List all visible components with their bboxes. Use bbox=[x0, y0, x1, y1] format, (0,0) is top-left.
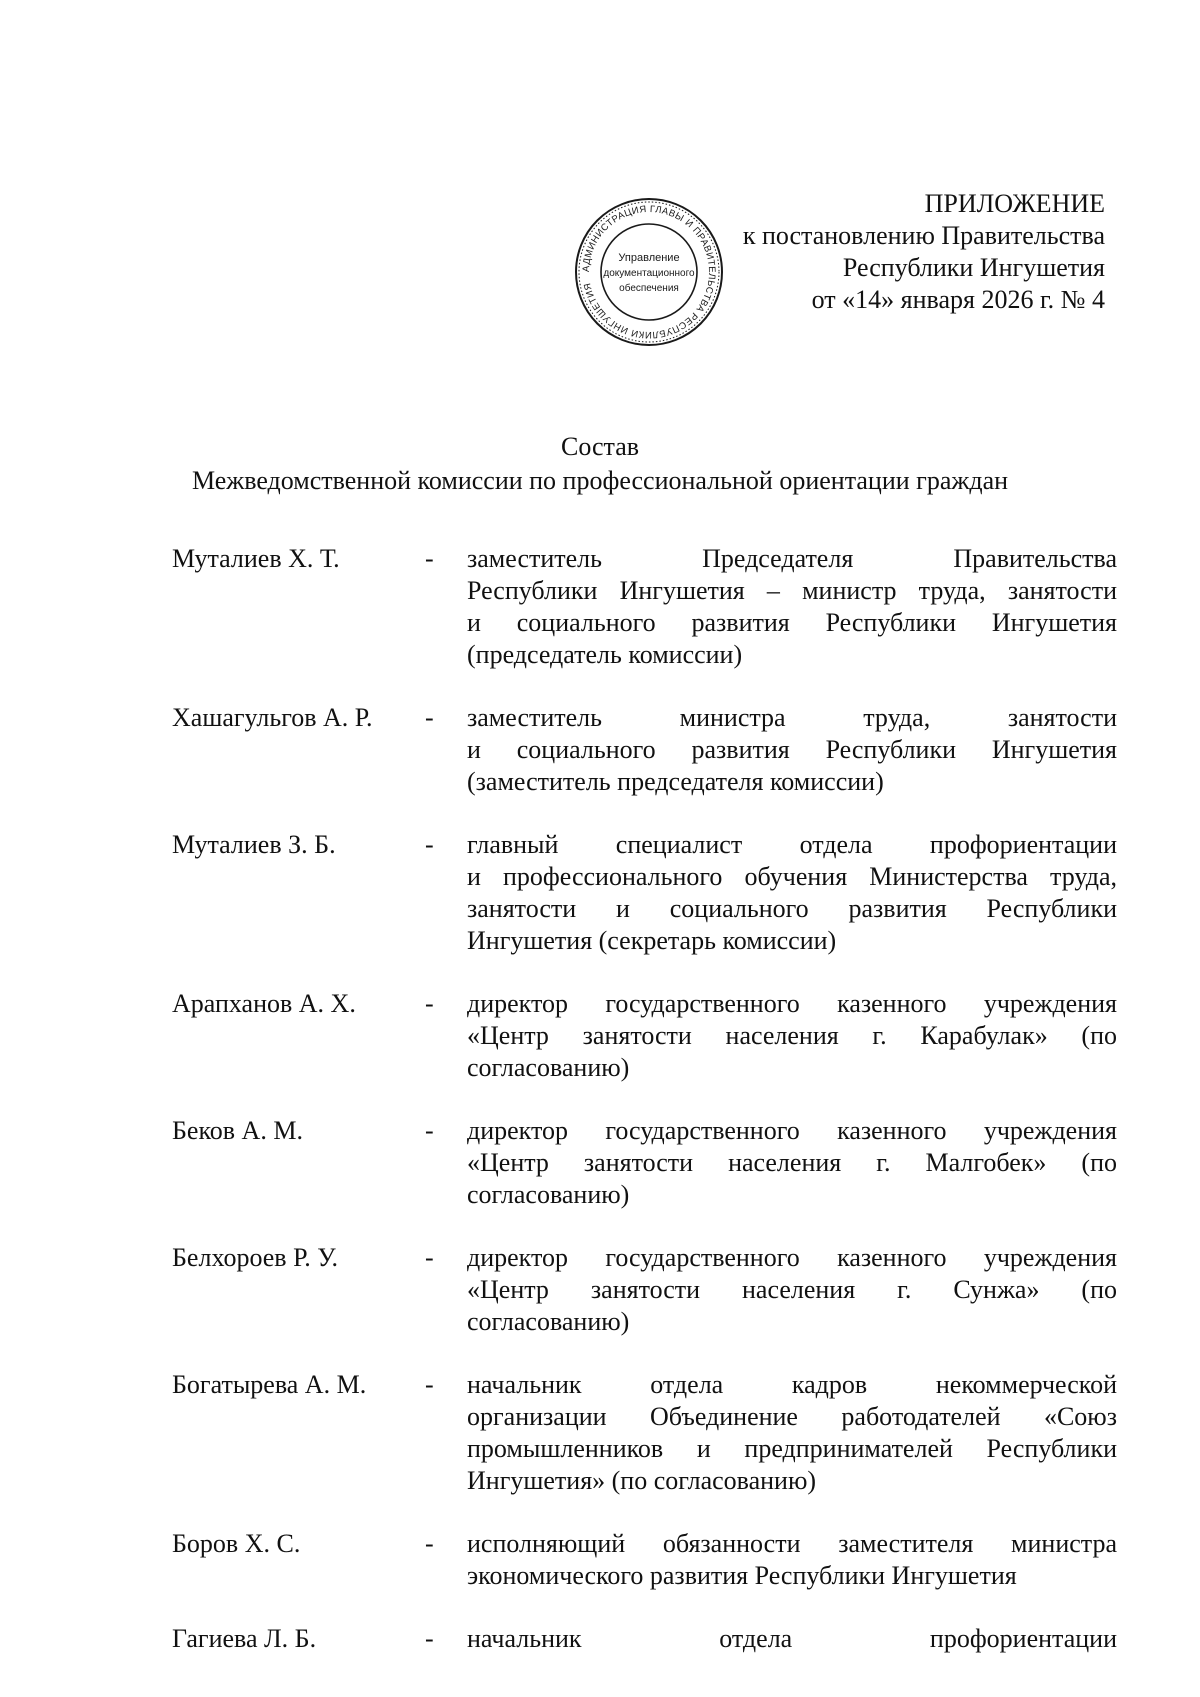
member-position-line: начальник отдела кадров некоммерческой bbox=[467, 1370, 1117, 1399]
member-name: Беков А. М. bbox=[172, 1116, 303, 1145]
member-entry bbox=[172, 1115, 1117, 1211]
member-dash: - bbox=[425, 544, 434, 573]
stamp-inner-line-3: обеспечения bbox=[619, 283, 679, 294]
member-position-line: (председатель комиссии) bbox=[467, 640, 743, 669]
member-name: Муталиев З. Б. bbox=[172, 830, 336, 859]
member-position-line: заместитель министра труда, занятости bbox=[467, 703, 1117, 732]
member-position-line: директор государственного казенного учреждения bbox=[467, 1243, 1117, 1272]
member-position-line: экономического развития Республики Ингушетия bbox=[467, 1561, 1017, 1590]
member-position-line: занятости и социального развития Республики bbox=[467, 894, 1117, 923]
member-position-line: начальник отдела профориентации bbox=[467, 1624, 1117, 1653]
member-position bbox=[467, 1242, 1117, 1338]
member-position bbox=[467, 1528, 1117, 1592]
member-position-line: промышленников и предпринимателей Республики bbox=[467, 1434, 1117, 1463]
member-position-line: согласованию) bbox=[467, 1180, 630, 1209]
stamp-inner-line-1: Управление bbox=[618, 252, 680, 264]
member-entry bbox=[172, 1623, 1117, 1655]
appendix-title: ПРИЛОЖЕНИЕ bbox=[924, 189, 1105, 218]
member-name: Богатырева А. М. bbox=[172, 1370, 367, 1399]
appendix-header bbox=[743, 188, 1105, 316]
member-position-line: и профессионального обучения Министерства труда, bbox=[467, 862, 1117, 891]
member-name: Гагиева Л. Б. bbox=[172, 1624, 317, 1653]
member-position bbox=[467, 543, 1117, 671]
document-title bbox=[0, 430, 1200, 498]
member-position-line: главный специалист отдела профориентации bbox=[467, 830, 1117, 859]
member-position bbox=[467, 1369, 1117, 1497]
member-name: Белхороев Р. У. bbox=[172, 1243, 338, 1272]
member-position-line: директор государственного казенного учреждения bbox=[467, 1116, 1117, 1145]
member-entry bbox=[172, 988, 1117, 1084]
stamp-ring-text: АДМИНИСТРАЦИЯ ГЛАВЫ И ПРАВИТЕЛЬСТВА РЕСПУБЛИКИ ИНГУШЕТИЯ bbox=[580, 203, 718, 341]
member-dash: - bbox=[425, 1529, 434, 1558]
member-position bbox=[467, 1115, 1117, 1211]
member-position-line: и социального развития Республики Ингушетия bbox=[467, 608, 1117, 637]
member-name: Боров Х. С. bbox=[172, 1529, 301, 1558]
member-position bbox=[467, 988, 1117, 1084]
member-position-line: директор государственного казенного учреждения bbox=[467, 989, 1117, 1018]
appendix-government-line: Республики Ингушетия bbox=[842, 253, 1105, 282]
member-dash: - bbox=[425, 1116, 434, 1145]
member-entry bbox=[172, 1528, 1117, 1592]
member-name: Арапханов А. Х. bbox=[172, 989, 356, 1018]
member-name: Хашагульгов А. Р. bbox=[172, 703, 373, 732]
member-position-line: организации Объединение работодателей «Союз bbox=[467, 1402, 1117, 1431]
member-dash: - bbox=[425, 1370, 434, 1399]
member-position-line: согласованию) bbox=[467, 1053, 630, 1082]
member-position bbox=[467, 702, 1117, 798]
member-position-line: «Центр занятости населения г. Сунжа» (по bbox=[467, 1275, 1117, 1304]
member-position-line: Ингушетия (секретарь комиссии) bbox=[467, 926, 837, 955]
member-dash: - bbox=[425, 1624, 434, 1653]
member-entry bbox=[172, 829, 1117, 957]
member-position-line: Республики Ингушетия – министр труда, занятости bbox=[467, 576, 1117, 605]
member-dash: - bbox=[425, 830, 434, 859]
member-position bbox=[467, 829, 1117, 957]
member-entry bbox=[172, 543, 1117, 671]
title-line-commission: Межведомственной комиссии по профессиональной ориентации граждан bbox=[191, 466, 1009, 495]
member-position-line: «Центр занятости населения г. Карабулак» (по bbox=[467, 1021, 1117, 1050]
member-dash: - bbox=[425, 989, 434, 1018]
member-entry bbox=[172, 1369, 1117, 1497]
member-position-line: «Центр занятости населения г. Малгобек» (по bbox=[467, 1148, 1117, 1177]
member-dash: - bbox=[425, 703, 434, 732]
member-position-line: заместитель Председателя Правительства bbox=[467, 544, 1117, 573]
member-entry bbox=[172, 1242, 1117, 1338]
document-stamp bbox=[573, 196, 725, 348]
stamp-inner-line-2: документационного bbox=[603, 268, 695, 279]
member-position-line: исполняющий обязанности заместителя министра bbox=[467, 1529, 1117, 1558]
members-list bbox=[172, 543, 1117, 1686]
member-position-line: Ингушетия» (по согласованию) bbox=[467, 1466, 817, 1495]
member-position bbox=[467, 1623, 1117, 1655]
member-position-line: согласованию) bbox=[467, 1307, 630, 1336]
member-position-line: и социального развития Республики Ингушетия bbox=[467, 735, 1117, 764]
member-dash: - bbox=[425, 1243, 434, 1272]
member-position-line: (заместитель председателя комиссии) bbox=[467, 767, 884, 796]
appendix-resolution-line: к постановлению Правительства bbox=[742, 221, 1105, 250]
title-line-composition: Состав bbox=[560, 432, 640, 461]
appendix-date-number: от «14» января 2026 г. № 4 bbox=[811, 285, 1105, 314]
member-name: Муталиев Х. Т. bbox=[172, 544, 340, 573]
member-entry bbox=[172, 702, 1117, 798]
